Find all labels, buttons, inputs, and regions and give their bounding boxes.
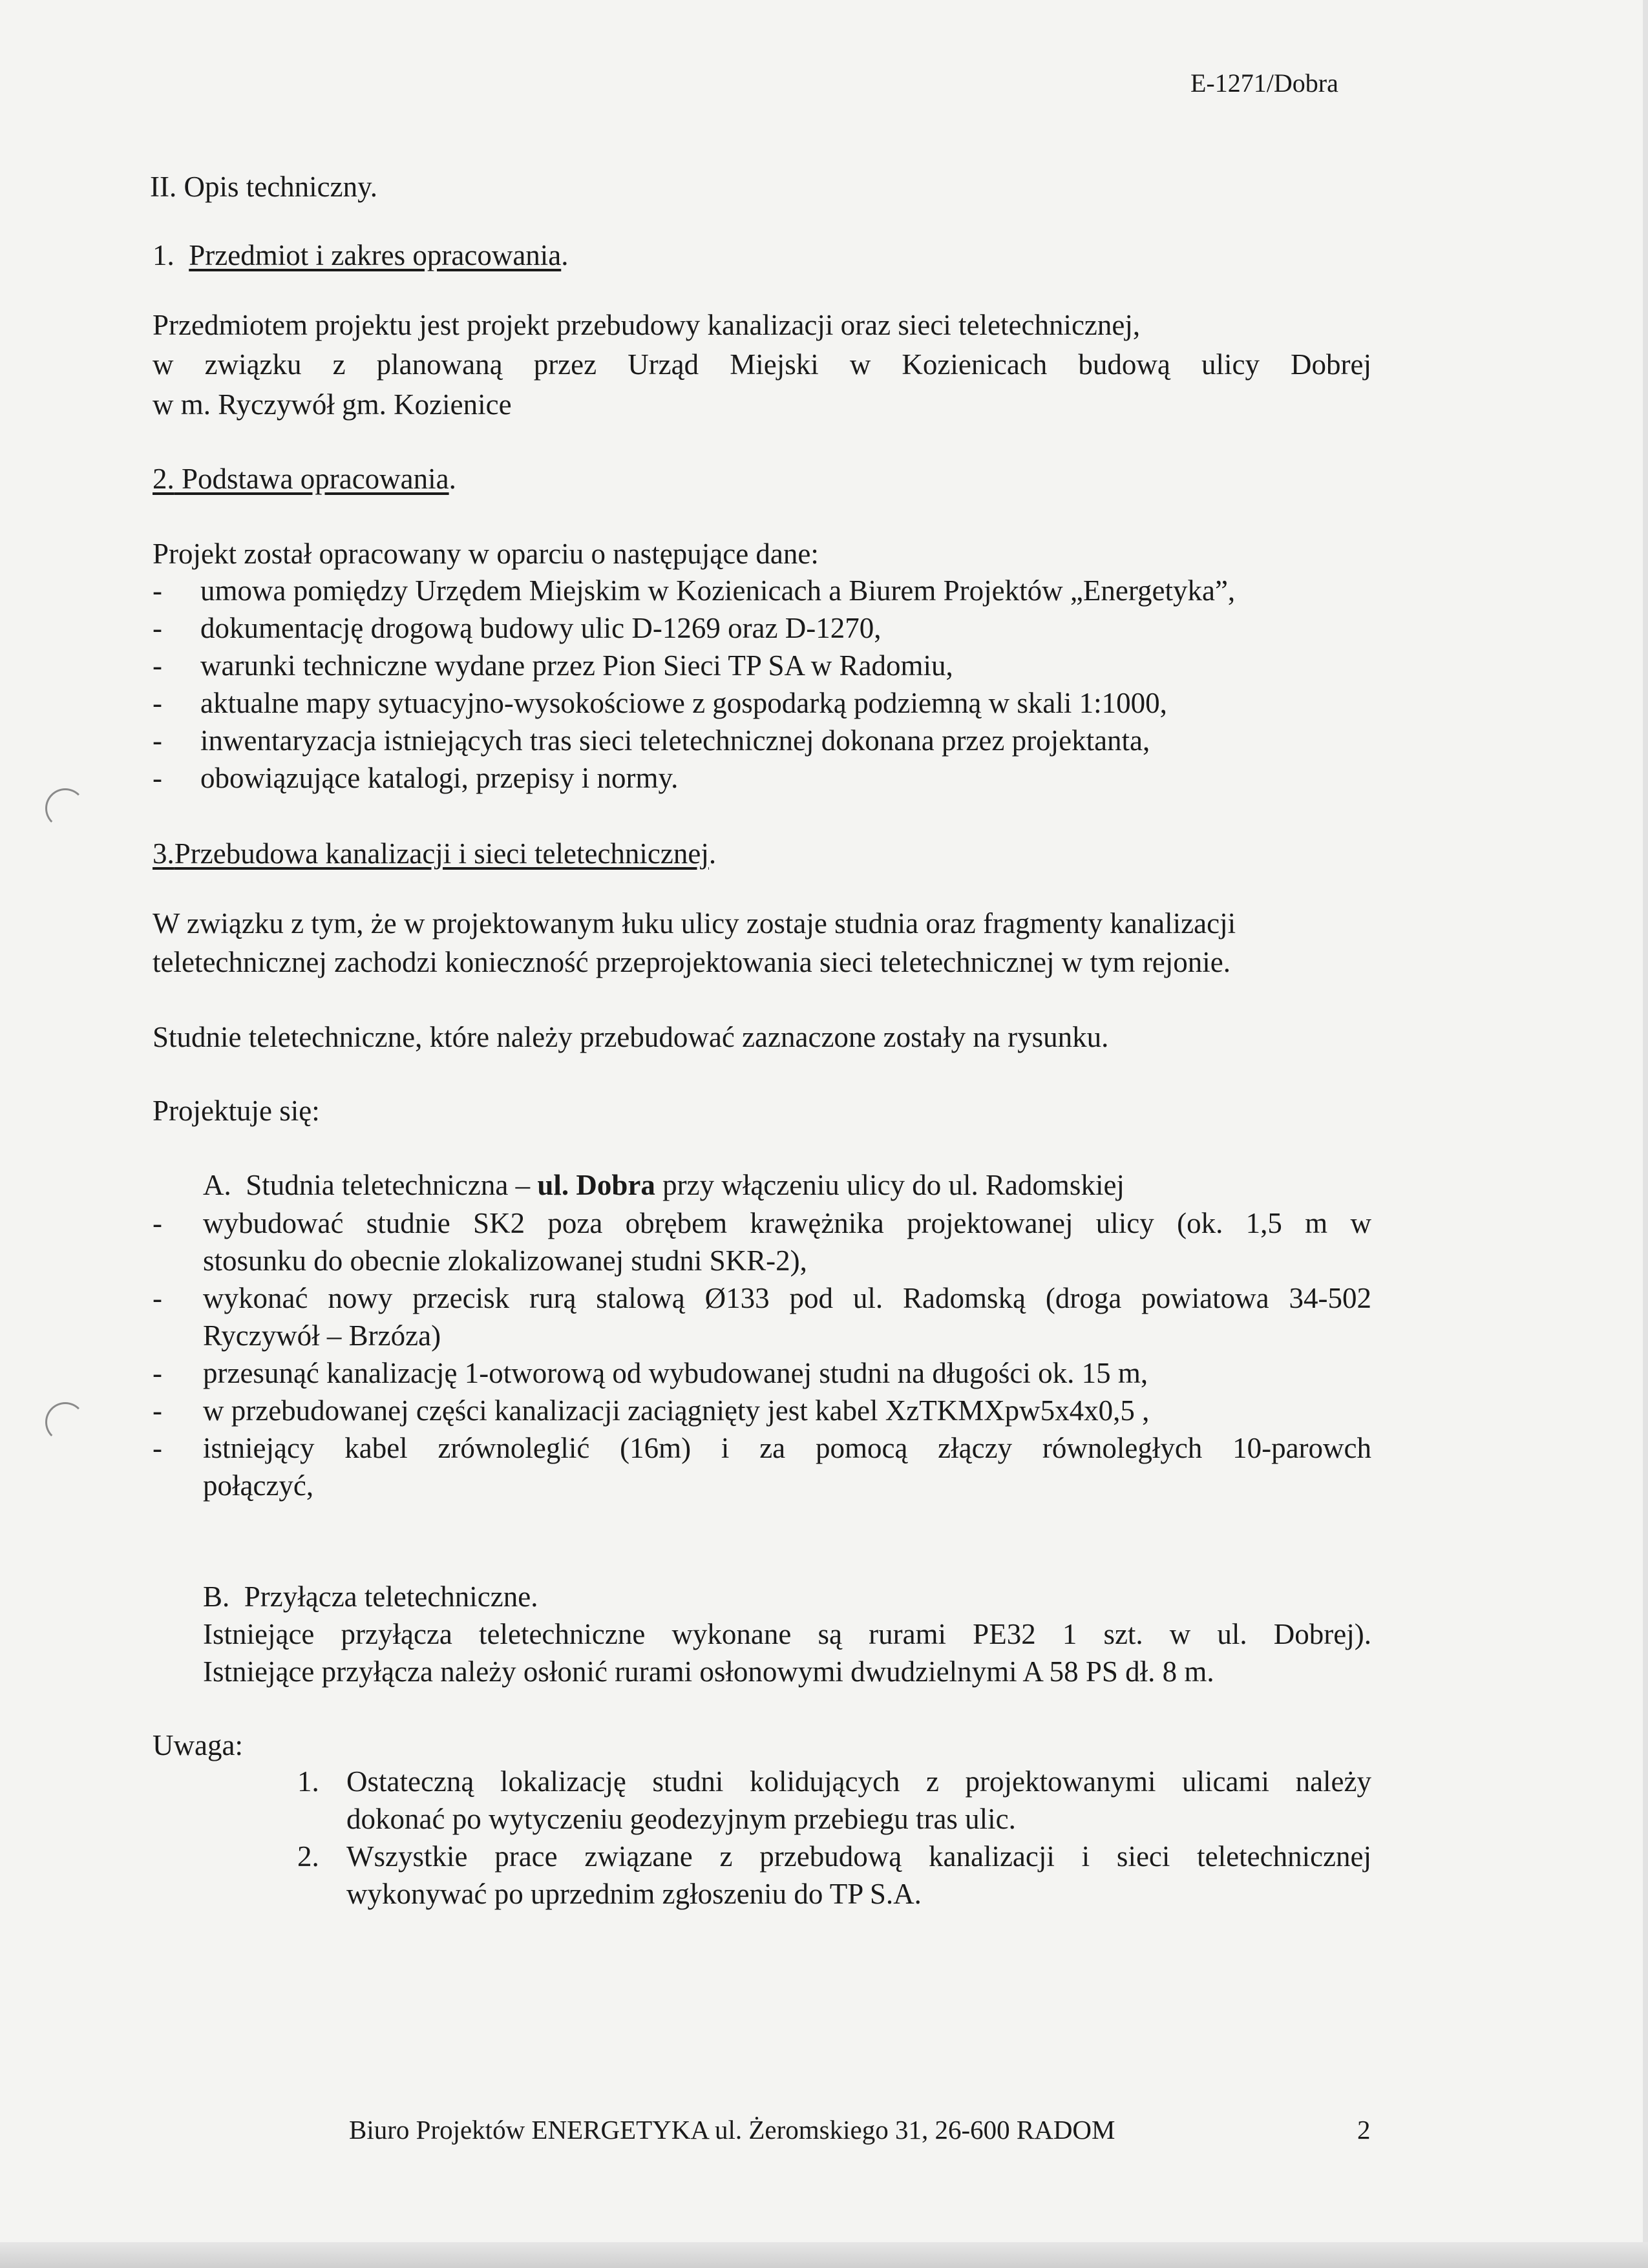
list-dash: - <box>153 724 162 757</box>
list-dash: - <box>153 612 162 644</box>
section-a-item-1-line-1: wybudować studnie SK2 poza obrębem krawężnika projektowanej ulicy (ok. 1,5 m w <box>203 1207 1371 1239</box>
list-item: warunki techniczne wydane przez Pion Sieci TP SA w Radomiu, <box>200 649 953 682</box>
paragraph-4: Studnie teletechniczne, które należy przebudować zaznaczone zostały na rysunku. <box>153 1021 1109 1053</box>
list-dash: - <box>153 574 162 607</box>
list-dash: - <box>153 1357 162 1389</box>
list-dash: - <box>153 1207 162 1239</box>
punch-hole-mark <box>45 788 85 828</box>
note-2-line-1: Wszystkie prace związane z przebudową kanalizacji i sieci teletechnicznej <box>346 1840 1371 1873</box>
list-item: inwentaryzacja istniejących tras sieci teletechnicznej dokonana przez projektanta, <box>200 724 1150 757</box>
note-1-line-2: dokonać po wytyczeniu geodezyjnym przebiegu tras ulic. <box>346 1803 1016 1835</box>
section-2-title: 2. Podstawa opracowania <box>153 463 449 495</box>
street-name-bold: ul. Dobra <box>537 1169 655 1201</box>
section-a-label: A. <box>203 1169 231 1201</box>
list-dash: - <box>153 1432 162 1464</box>
list-item: dokumentację drogową budowy ulic D-1269 oraz D-1270, <box>200 612 882 644</box>
scan-edge <box>1643 0 1648 2268</box>
list-dash: - <box>153 649 162 682</box>
footer-company: Biuro Projektów ENERGETYKA ul. Żeromskiego 31, 26-600 RADOM <box>349 2115 1115 2145</box>
page-number: 2 <box>1357 2115 1371 2145</box>
section-3-heading: 3.Przebudowa kanalizacji i sieci teletechnicznej. <box>153 837 717 870</box>
list-dash: - <box>153 687 162 719</box>
paragraph-3-line-2: teletechnicznej zachodzi konieczność przeprojektowania sieci teletechnicznej w tym rejonie. <box>153 946 1231 978</box>
section-a-item-2-line-1: wykonać nowy przecisk rurą stalową Ø133 pod ul. Radomską (droga powiatowa 34-502 <box>203 1282 1371 1314</box>
section-a-item-4: w przebudowanej części kanalizacji zaciągnięty jest kabel XzTKMXpw5x4x0,5 , <box>203 1394 1150 1427</box>
section-a-item-2-line-2: Ryczywół – Brzóza) <box>203 1319 441 1352</box>
paragraph-1-line-2: w związku z planowaną przez Urząd Miejski w Kozienicach budową ulicy Dobrej <box>153 348 1371 381</box>
scan-edge <box>0 2242 1648 2268</box>
list-item: obowiązujące katalogi, przepisy i normy. <box>200 762 679 794</box>
section-1-title: Przedmiot i zakres opracowania <box>189 239 562 271</box>
paragraph-3-line-1: W związku z tym, że w projektowanym łuku ulicy zostaje studnia oraz fragmenty kanalizacji <box>153 907 1236 940</box>
document-reference: E-1271/Dobra <box>1190 68 1338 98</box>
list-dash: - <box>153 1282 162 1314</box>
section-b-line-2: Istniejące przyłącza należy osłonić rurami osłonowymi dwudzielnymi A 58 PS dł. 8 m. <box>203 1655 1214 1688</box>
section-b-label: B. <box>203 1580 230 1613</box>
note-number: 1. <box>297 1765 319 1798</box>
section-title: II. Opis techniczny. <box>150 171 377 203</box>
section-1-heading: 1. Przedmiot i zakres opracowania. <box>153 239 569 271</box>
section-1-number: 1. <box>153 239 174 271</box>
list-dash: - <box>153 1394 162 1427</box>
section-a-item-5-line-2: połączyć, <box>203 1469 314 1502</box>
note-label: Uwaga: <box>153 1729 243 1761</box>
section-2-heading: 2. Podstawa opracowania. <box>153 463 456 495</box>
section-3-title: 3.Przebudowa kanalizacji i sieci teletechnicznej <box>153 837 709 870</box>
section-b-line-1: Istniejące przyłącza teletechniczne wykonane są rurami PE32 1 szt. w ul. Dobrej). <box>203 1618 1371 1650</box>
note-number: 2. <box>297 1840 319 1873</box>
paragraph-2-intro: Projekt został opracowany w oparciu o następujące dane: <box>153 538 819 570</box>
list-item: umowa pomiędzy Urzędem Miejskim w Kozienicach a Biurem Projektów „Energetyka”, <box>200 574 1236 607</box>
section-b-title: B. Przyłącza teletechniczne. <box>203 1580 538 1613</box>
punch-hole-mark <box>45 1402 85 1442</box>
section-a-title: A. Studnia teletechniczna – ul. Dobra przy włączeniu ulicy do ul. Radomskiej <box>203 1169 1125 1201</box>
paragraph-5: Projektuje się: <box>153 1095 320 1127</box>
list-item: aktualne mapy sytuacyjno-wysokościowe z gospodarką podziemną w skali 1:1000, <box>200 687 1167 719</box>
list-dash: - <box>153 762 162 794</box>
section-a-item-3: przesunąć kanalizację 1-otworową od wybudowanej studni na długości ok. 15 m, <box>203 1357 1148 1389</box>
paragraph-1-line-1: Przedmiotem projektu jest projekt przebudowy kanalizacji oraz sieci teletechnicznej, <box>153 309 1141 341</box>
section-a-item-5-line-1: istniejący kabel zrównoleglić (16m) i za pomocą złączy równoległych 10-parowch <box>203 1432 1371 1464</box>
note-2-line-2: wykonywać po uprzednim zgłoszeniu do TP S.A. <box>346 1878 922 1910</box>
note-1-line-1: Ostateczną lokalizację studni kolidujących z projektowanymi ulicami należy <box>346 1765 1371 1798</box>
paragraph-1-line-3: w m. Ryczywół gm. Kozienice <box>153 388 512 421</box>
section-a-item-1-line-2: stosunku do obecnie zlokalizowanej studni SKR-2), <box>203 1244 807 1277</box>
